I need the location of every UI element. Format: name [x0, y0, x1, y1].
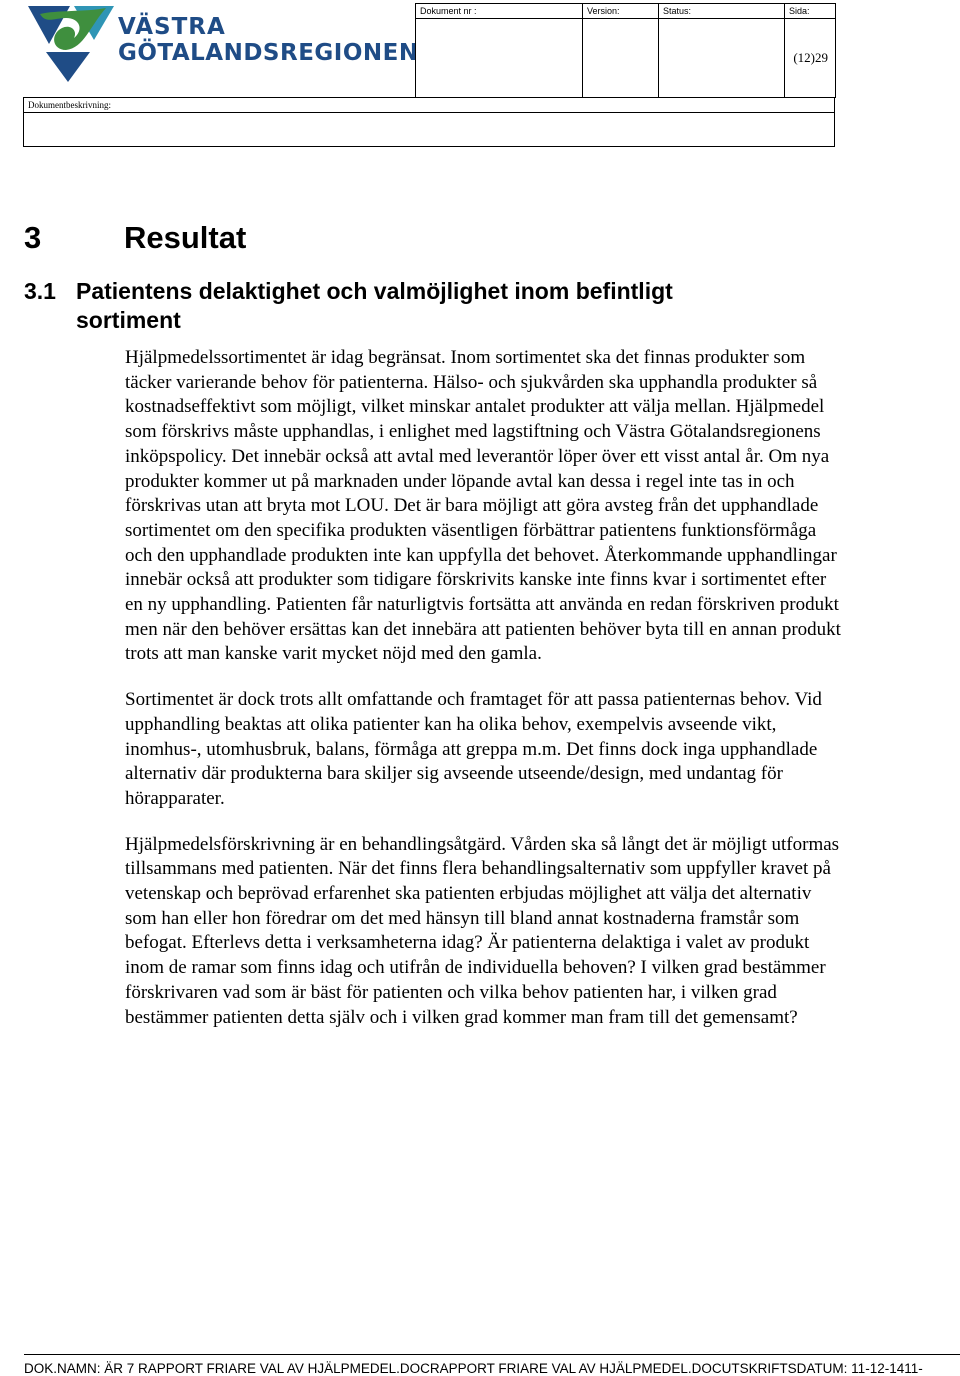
page-cell	[785, 4, 836, 98]
page-number: (12)29	[793, 50, 828, 65]
section-number: 3	[24, 220, 42, 255]
status-label: Status:	[659, 4, 784, 19]
status-cell	[659, 4, 785, 98]
version-cell	[583, 4, 659, 98]
organization-logo	[26, 4, 419, 84]
subsection-title: Patientens delaktighet och valmöjlighet inom befintligt sortiment	[76, 278, 673, 333]
doc-nr-label: Dokument nr :	[416, 4, 582, 19]
vgr-emblem-icon	[26, 4, 116, 84]
subsection-number: 3.1	[24, 278, 56, 304]
body-text	[125, 346, 845, 1051]
document-description-box	[23, 97, 835, 147]
org-name-line1: VÄSTRA	[118, 14, 226, 40]
subsection-heading	[24, 277, 756, 335]
section-heading	[24, 218, 246, 258]
paragraph-3: Hjälpmedelsförskrivning är en behandlingsåtgärd. Vården ska så långt det är möjligt utformas tillsammans med patienten. När det finns flera behandlingsalternativ som uppfyller kravet på vetenskap och beprövad erfarenhet ska patienten erbjudas möjlighet att välja det alternativ som han eller hon föredrar om det med hänsyn till bland annat kostnaderna framstår som befogat. Efterlevs detta i verksamheterna idag? Är patienterna delaktiga i valet av produkt inom de ramar som finns idag och utifrån de individuella behoven? I vilken grad bestämmer förskrivaren vad som är bäst för patienten och vilka behov patienten har, i vilken grad bestämmer patienten detta själv och i vilken grad kommer man fram till det gemensamt?	[125, 833, 840, 1028]
paragraph-1: Hjälpmedelssortimentet är idag begränsat. Inom sortimentet ska det finnas produkter som täcker varierande behov för patienterna. Hälso- och sjukvården ska upphandla produkter så kostnadseffektivt som möjligt, vilket minskar antalet produkter att välja mellan. Hjälpmedel som förskrivs måste upphandlas, i enlighet med lagstiftning och Västra Götalandsregionens inköpspolicy. Det innebär också att avtal med leverantör löper över ett visst antal år. Om nya produkter kommer ut på marknaden under löpande avtal kan dessa i regel inte tas in och förskrivas utan att bryta mot LOU. Det är bara möjligt att göra avsteg från det upphandlade sortimentet om den specifika produkten väsentligen förbättrar patientens funktionsförmåga och den upphandlade produkten inte kan uppfylla det behovet. Återkommande upphandlingar innebär också att produkter som tidigare förskrivits kanske inte finns kvar i sortimentet efter en ny upphandling. Patienten får naturligtvis fortsätta att använda en redan förskriven produkt men när den behöver ersättas kan det innebära att patienten behöver byta till en annan produkt trots att man kanske varit mycket nöjd med den gamla.	[125, 347, 841, 665]
version-label: Version:	[583, 4, 658, 19]
org-name-line2: GÖTALANDSREGIONEN	[118, 40, 419, 66]
section-title: Resultat	[124, 220, 247, 255]
page-label: Sida:	[785, 4, 835, 19]
doc-nr-cell	[416, 4, 583, 98]
page-footer: DOK.NAMN: ÄR 7 RAPPORT FRIARE VAL AV HJÄLPMEDEL.DOCRAPPORT FRIARE VAL AV HJÄLPMEDEL.DOCUTSKRIFTSDATUM: 11-12-1411-	[24, 1354, 960, 1376]
document-meta-table	[415, 3, 836, 98]
paragraph-2: Sortimentet är dock trots allt omfattande och framtaget för att passa patienternas behov. Vid upphandling beaktas att olika patienter kan ha olika behov, exempelvis avseende vikt, inomhus-, utomhusbruk, balans, förmåga att greppa m.m. Det finns dock inga upphandlade alternativ där produkterna bara skiljer sig avseende utseende/design, med undantag för hörapparater.	[125, 689, 822, 809]
description-label: Dokumentbeskrivning:	[24, 98, 834, 113]
